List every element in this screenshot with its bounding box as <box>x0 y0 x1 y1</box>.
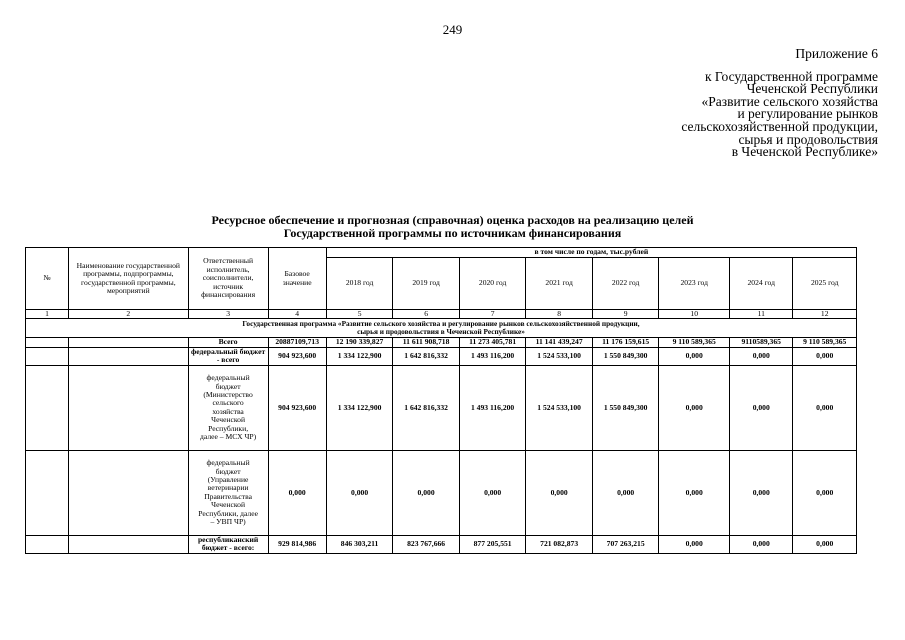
executor-cell: республиканский бюджет - всего: <box>188 535 268 553</box>
header-name: Наименование государственной программы, подпрограммы, государственной программы, мероприятий <box>68 248 188 310</box>
appendix-title: Приложение 6 <box>795 46 878 61</box>
value-cell: 1 493 116,200 <box>459 365 526 450</box>
header-year: 2024 год <box>730 258 793 310</box>
header-year: 2022 год <box>592 258 659 310</box>
value-cell: 707 263,215 <box>592 535 659 553</box>
value-cell: 0,000 <box>659 535 730 553</box>
value-cell: 1 524 533,100 <box>526 365 593 450</box>
table-row <box>26 338 857 347</box>
value-cell: 1 550 849,300 <box>592 365 659 450</box>
value-cell: 0,000 <box>793 450 857 535</box>
value-cell: 0,000 <box>793 347 857 365</box>
row-name-cell <box>68 347 188 365</box>
value-cell: 9 110 589,365 <box>659 338 730 347</box>
column-number: 8 <box>526 310 593 319</box>
title-line: Государственной программы по источникам финансирования <box>283 225 622 240</box>
value-cell: 0,000 <box>659 347 730 365</box>
value-cell: 9110589,365 <box>730 338 793 347</box>
value-cell: 11 141 439,247 <box>526 338 593 347</box>
value-cell: 0,000 <box>659 450 730 535</box>
column-number: 6 <box>393 310 460 319</box>
table-row <box>26 365 857 450</box>
table-row <box>26 450 857 535</box>
value-cell: 0,000 <box>459 450 526 535</box>
value-cell: 0,000 <box>592 450 659 535</box>
row-num-cell <box>26 535 69 553</box>
appendix-line: «Развитие сельского хозяйства <box>701 93 878 109</box>
value-cell: 0,000 <box>730 535 793 553</box>
appendix-line: сырья и продовольствия <box>738 131 878 147</box>
document-title <box>0 214 905 239</box>
value-cell: 0,000 <box>730 365 793 450</box>
row-num-cell <box>26 450 69 535</box>
row-name-cell <box>68 450 188 535</box>
program-title-cell <box>26 319 857 338</box>
column-number-row <box>26 310 857 319</box>
appendix-block <box>681 48 878 159</box>
header-year: 2019 год <box>393 258 460 310</box>
value-cell: 12 190 339,827 <box>326 338 393 347</box>
program-title-line: Государственная программа «Развитие сельского хозяйства и регулирование рынков сельскохозяйственной продукции, <box>242 318 640 328</box>
value-cell: 1 642 816,332 <box>393 365 460 450</box>
row-num-cell <box>26 365 69 450</box>
executor-cell: федеральный бюджет - всего <box>188 347 268 365</box>
column-number: 5 <box>326 310 393 319</box>
value-cell: 904 923,600 <box>268 365 326 450</box>
value-cell: 0,000 <box>659 365 730 450</box>
financing-table <box>25 247 857 554</box>
value-cell: 0,000 <box>326 450 393 535</box>
executor-cell: федеральный бюджет (Министерство сельского хозяйства Чеченской Республики, далее – МСХ ЧР) <box>188 365 268 450</box>
value-cell: 0,000 <box>268 450 326 535</box>
page-number: 249 <box>442 22 463 37</box>
value-cell: 0,000 <box>730 347 793 365</box>
column-number: 9 <box>592 310 659 319</box>
value-cell: 846 303,211 <box>326 535 393 553</box>
value-cell: 877 205,551 <box>459 535 526 553</box>
header-year: 2023 год <box>659 258 730 310</box>
value-cell: 0,000 <box>393 450 460 535</box>
value-cell: 1 642 816,332 <box>393 347 460 365</box>
value-cell: 11 611 908,718 <box>393 338 460 347</box>
appendix-line: к Государственной программе <box>704 68 878 84</box>
column-number: 11 <box>730 310 793 319</box>
executor-cell: Всего <box>188 338 268 347</box>
appendix-line: Чеченской Республики <box>746 81 878 97</box>
column-number: 4 <box>268 310 326 319</box>
row-name-cell <box>68 535 188 553</box>
value-cell: 0,000 <box>730 450 793 535</box>
appendix-line: сельскохозяйственной продукции, <box>681 118 878 134</box>
row-num-cell <box>26 338 69 347</box>
value-cell: 904 923,600 <box>268 347 326 365</box>
column-number: 2 <box>68 310 188 319</box>
column-number: 1 <box>26 310 69 319</box>
value-cell: 1 524 533,100 <box>526 347 593 365</box>
table-row <box>26 535 857 553</box>
value-cell: 929 814,986 <box>268 535 326 553</box>
value-cell: 20887109,713 <box>268 338 326 347</box>
header-base: Базовое значение <box>268 248 326 310</box>
value-cell: 721 082,873 <box>526 535 593 553</box>
row-name-cell <box>68 365 188 450</box>
header-year: 2020 год <box>459 258 526 310</box>
value-cell: 1 493 116,200 <box>459 347 526 365</box>
column-number: 12 <box>793 310 857 319</box>
table-row <box>26 347 857 365</box>
value-cell: 1 334 122,900 <box>326 347 393 365</box>
program-row <box>26 319 857 338</box>
column-number: 3 <box>188 310 268 319</box>
value-cell: 1 334 122,900 <box>326 365 393 450</box>
value-cell: 0,000 <box>526 450 593 535</box>
header-year: 2018 год <box>326 258 393 310</box>
program-title-line: сырья и продовольствия в Чеченской Республике» <box>357 327 525 337</box>
value-cell: 11 176 159,615 <box>592 338 659 347</box>
header-year: 2021 год <box>526 258 593 310</box>
row-name-cell <box>68 338 188 347</box>
column-number: 10 <box>659 310 730 319</box>
header-row <box>26 248 857 258</box>
row-num-cell <box>26 347 69 365</box>
header-executor: Ответственный исполнитель, соисполнители, источник финансирования <box>188 248 268 310</box>
value-cell: 0,000 <box>793 365 857 450</box>
executor-cell: федеральный бюджет (Управление ветеринарии Правительства Чеченской Республики, далее – УВП ЧР) <box>188 450 268 535</box>
column-number: 7 <box>459 310 526 319</box>
value-cell: 0,000 <box>793 535 857 553</box>
value-cell: 1 550 849,300 <box>592 347 659 365</box>
appendix-line: и регулирование рынков <box>737 106 878 122</box>
value-cell: 9 110 589,365 <box>793 338 857 347</box>
header-year: 2025 год <box>793 258 857 310</box>
header-num: № <box>26 248 69 310</box>
title-line: Ресурсное обеспечение и прогнозная (справочная) оценка расходов на реализацию целей <box>211 213 694 227</box>
header-years-span: в том числе по годам, тыс.рублей <box>326 248 856 258</box>
value-cell: 823 767,666 <box>393 535 460 553</box>
appendix-line: в Чеченской Республике» <box>731 144 878 160</box>
value-cell: 11 273 405,781 <box>459 338 526 347</box>
